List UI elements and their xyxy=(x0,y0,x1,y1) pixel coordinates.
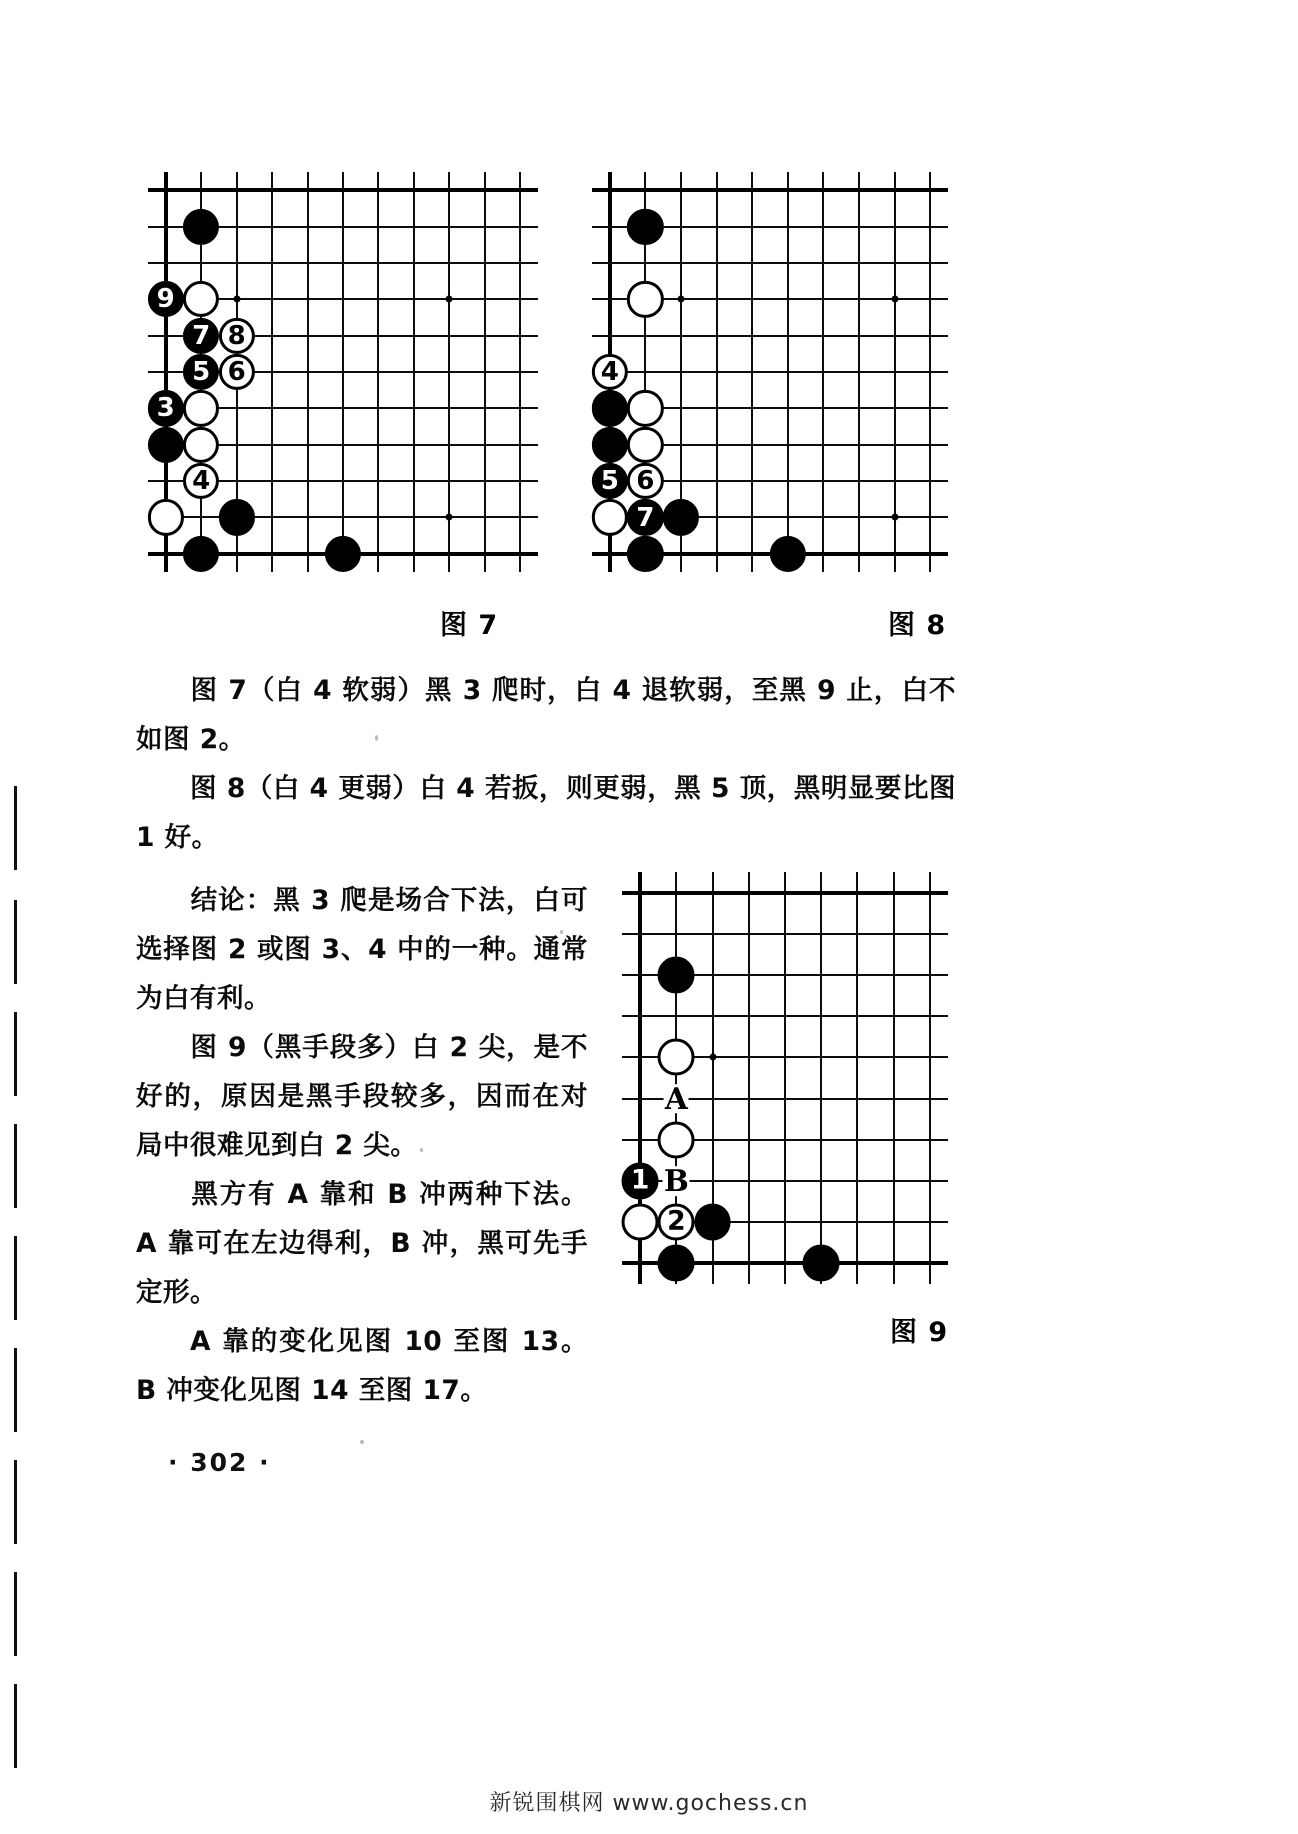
white-stone xyxy=(658,1039,695,1076)
go-board-figure-8 xyxy=(592,172,948,572)
black-stone xyxy=(183,354,219,390)
paragraph-figure-9 xyxy=(136,1023,588,1170)
crop-mark xyxy=(14,1236,17,1320)
star-point xyxy=(709,1054,716,1061)
paragraph-black-options-text: 黑方有 A 靠和 B 冲两种下法。A 靠可在左边得利，B 冲，黑可先手定形。 xyxy=(136,1179,588,1308)
white-stone xyxy=(183,390,219,426)
board-horizontal-line xyxy=(148,262,538,264)
star-point xyxy=(891,296,898,303)
star-point xyxy=(446,296,453,303)
crop-mark xyxy=(14,1012,17,1096)
crop-mark xyxy=(14,1124,17,1208)
scan-speck xyxy=(420,1148,423,1152)
black-stone xyxy=(183,536,219,572)
crop-mark xyxy=(14,900,17,984)
stone-move-number: 8 xyxy=(227,320,246,351)
black-stone xyxy=(803,1245,840,1282)
star-point xyxy=(446,514,453,521)
black-stone xyxy=(658,1245,695,1282)
white-stone xyxy=(622,1204,659,1241)
black-stone xyxy=(622,1163,659,1200)
board-point-label-a: A xyxy=(664,1080,688,1116)
crop-mark xyxy=(14,1572,17,1656)
stone-move-number: 4 xyxy=(192,466,211,497)
white-stone xyxy=(183,281,219,317)
stone-move-number: 5 xyxy=(192,356,211,387)
scan-speck xyxy=(560,930,563,934)
go-board-figure-9 xyxy=(622,872,948,1284)
paragraph-variations-text: A 靠的变化见图 10 至图 13。B 冲变化见图 14 至图 17。 xyxy=(136,1326,588,1406)
paragraph-figure-8 xyxy=(136,764,956,862)
white-stone xyxy=(148,499,184,535)
black-stone xyxy=(148,281,184,317)
scan-speck xyxy=(375,735,378,741)
board-horizontal-line xyxy=(592,371,948,373)
stone-move-number: 4 xyxy=(600,356,619,387)
paragraph-conclusion xyxy=(136,876,588,1023)
stone-move-number: 7 xyxy=(192,320,211,351)
stone-move-number: 1 xyxy=(630,1164,650,1196)
crop-mark xyxy=(14,786,17,870)
board-horizontal-line xyxy=(622,891,948,895)
crop-mark xyxy=(14,1348,17,1432)
white-stone xyxy=(219,354,255,390)
paragraph-figure-8-text: 图 8（白 4 更弱）白 4 若扳，则更弱，黑 5 顶，黑明显要比图 1 好。 xyxy=(136,773,956,853)
board-horizontal-line xyxy=(622,1015,948,1017)
site-watermark: 新锐围棋网 www.gochess.cn xyxy=(489,1791,809,1816)
paragraph-black-options xyxy=(136,1170,588,1317)
board-horizontal-line xyxy=(148,188,538,192)
white-stone xyxy=(183,463,219,499)
black-stone xyxy=(325,536,361,572)
crop-mark xyxy=(14,1684,17,1768)
page-number: · 302 · xyxy=(168,1448,271,1477)
figure-9-caption: 图 9 xyxy=(890,1317,949,1348)
paragraph-figure-7 xyxy=(136,666,956,764)
board-horizontal-line xyxy=(592,188,948,192)
stone-move-number: 3 xyxy=(156,393,175,424)
paragraph-conclusion-text: 结论：黑 3 爬是场合下法，白可选择图 2 或图 3、4 中的一种。通常为白有利。 xyxy=(136,885,588,1014)
black-stone xyxy=(658,957,695,994)
white-stone xyxy=(658,1121,695,1158)
black-stone xyxy=(148,427,184,463)
black-stone xyxy=(694,1204,731,1241)
black-stone xyxy=(183,318,219,354)
stone-move-number: 6 xyxy=(636,466,655,497)
scan-speck xyxy=(360,1440,364,1444)
stone-move-number: 2 xyxy=(667,1205,686,1237)
star-point xyxy=(233,296,240,303)
stone-move-number: 6 xyxy=(227,356,246,387)
board-horizontal-line xyxy=(592,262,948,264)
paragraph-figure-7-text: 图 7（白 4 软弱）黑 3 爬时，白 4 退软弱，至黑 9 止，白不如图 2。 xyxy=(136,675,956,755)
figure-7-caption: 图 7 xyxy=(440,610,499,641)
stone-move-number: 7 xyxy=(636,502,655,533)
paragraph-variations xyxy=(136,1317,588,1415)
star-point xyxy=(678,296,685,303)
white-stone xyxy=(183,427,219,463)
white-stone xyxy=(219,318,255,354)
board-horizontal-line xyxy=(148,516,538,518)
white-stone xyxy=(658,1204,695,1241)
paragraph-figure-9-text: 图 9（黑手段多）白 2 尖，是不好的，原因是黑手段较多，因而在对局中很难见到白 2 尖。 xyxy=(136,1032,588,1161)
star-point xyxy=(891,514,898,521)
board-horizontal-line xyxy=(592,335,948,337)
crop-mark xyxy=(14,1460,17,1544)
stone-move-number: 9 xyxy=(156,284,175,315)
board-horizontal-line xyxy=(622,933,948,935)
board-point-label-b: B xyxy=(663,1163,689,1199)
stone-move-number: 5 xyxy=(600,466,619,497)
go-board-figure-7 xyxy=(148,172,538,572)
black-stone xyxy=(183,208,219,244)
black-stone xyxy=(219,499,255,535)
figure-8-caption: 图 8 xyxy=(888,610,947,641)
black-stone xyxy=(148,390,184,426)
